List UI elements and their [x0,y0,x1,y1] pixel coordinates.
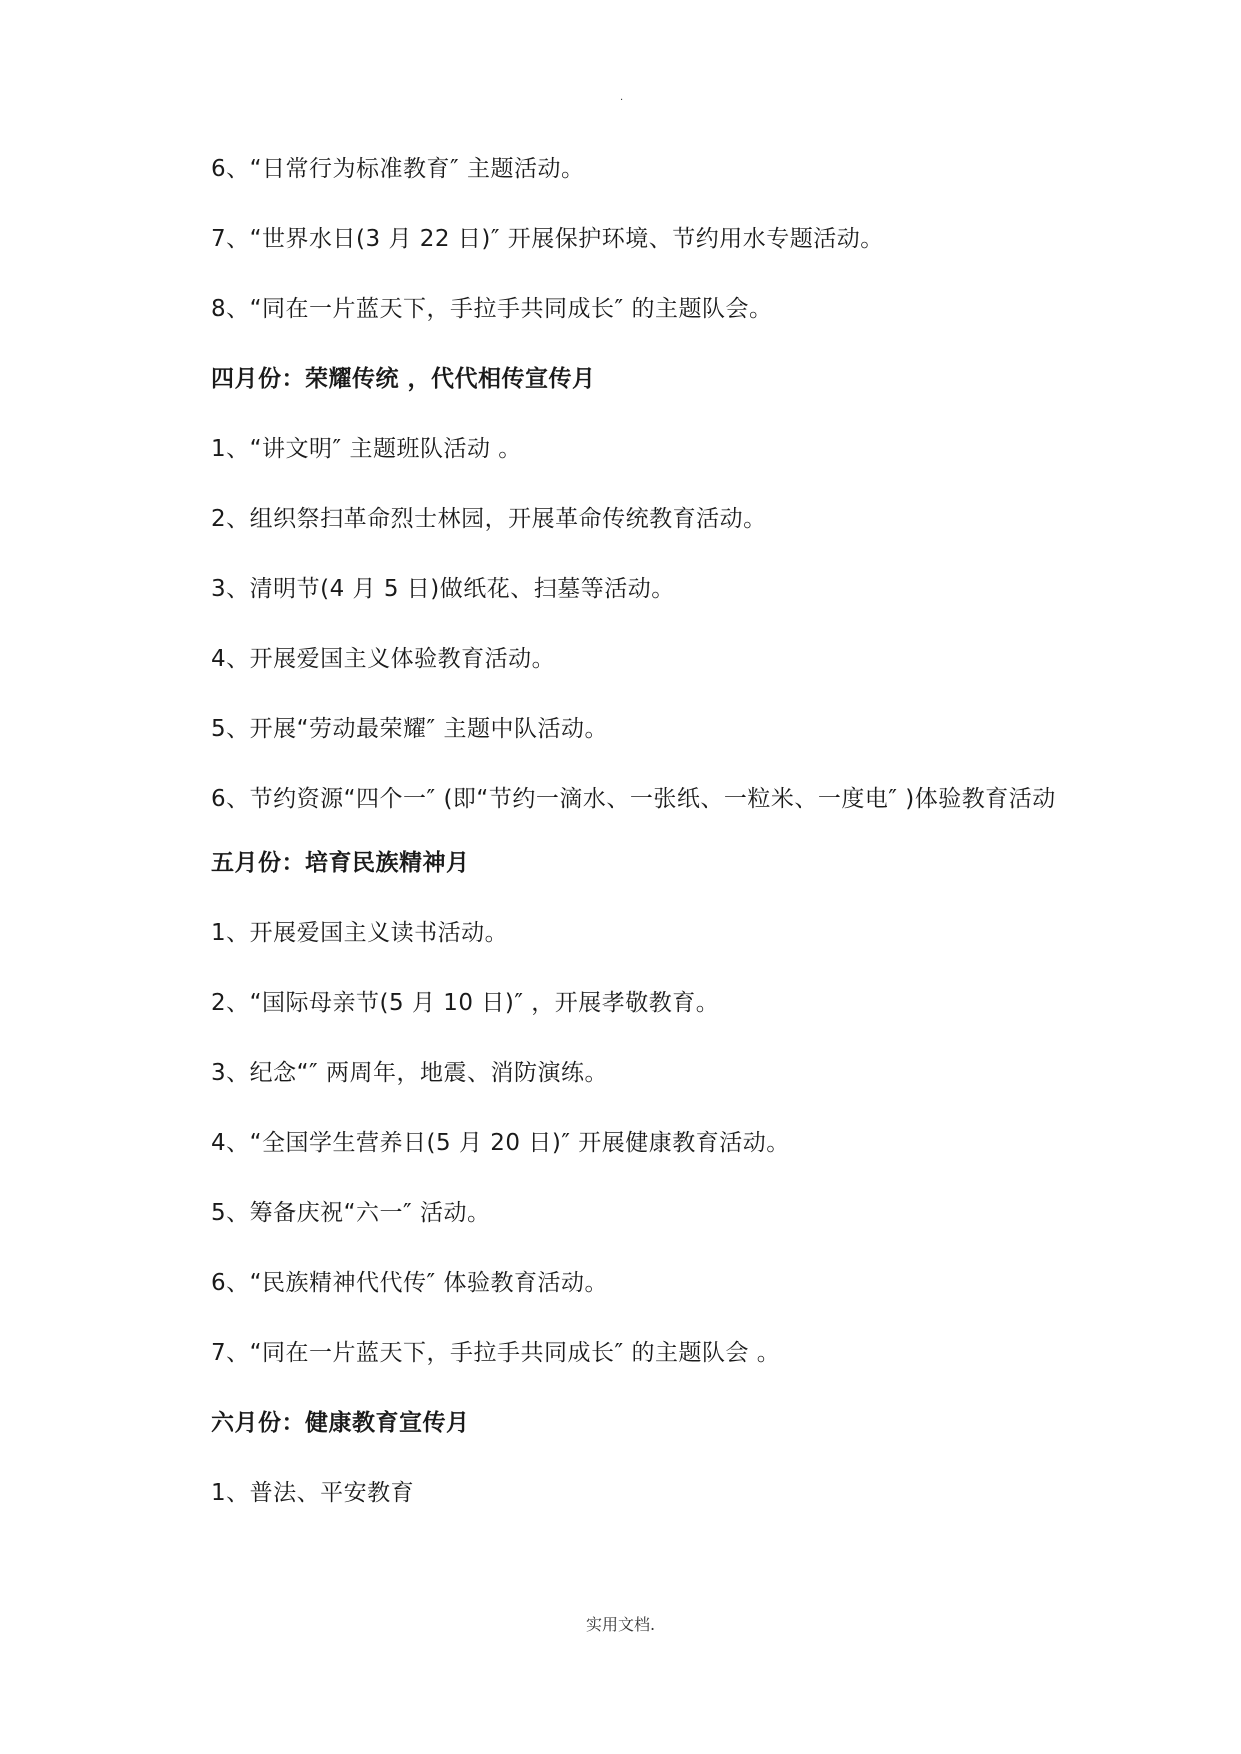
list-item: 3、纪念“″ 两周年，地震、消防演练。 [211,1060,608,1086]
list-item: 5、开展“劳动最荣耀″ 主题中队活动。 [211,716,608,742]
list-item: 6、“民族精神代代传″ 体验教育活动。 [211,1270,608,1296]
list-item: 6、“日常行为标准教育″ 主题活动。 [211,156,585,182]
list-item: 3、清明节(4 月 5 日)做纸花、扫墓等活动。 [211,576,675,602]
list-item: 2、组织祭扫革命烈士林园，开展革命传统教育活动。 [211,506,767,532]
section-heading-april: 四月份：荣耀传统 ，代代相传宣传月 [211,366,596,392]
list-item: 8、“同在一片蓝天下，手拉手共同成长″ 的主题队会。 [211,296,773,322]
list-item: 4、“全国学生营养日(5 月 20 日)″ 开展健康教育活动。 [211,1130,790,1156]
list-item: 5、筹备庆祝“六一″ 活动。 [211,1200,491,1226]
list-item: 7、“同在一片蓝天下，手拉手共同成长″ 的主题队会 。 [211,1340,781,1366]
document-body [211,152,1071,1546]
list-item-wrapped: 6、节约资源“四个一″ (即“节约一滴水、一张纸、一粒米、一度电″ )体验教育活动 [211,786,1056,812]
section-heading-may: 五月份：培育民族精神月 [211,850,470,876]
list-item: 1、“讲文明″ 主题班队活动 。 [211,436,522,462]
list-item: 1、开展爱国主义读书活动。 [211,920,509,946]
list-item: 1、普法、平安教育 [211,1480,415,1506]
list-item: 7、“世界水日(3 月 22 日)″ 开展保护环境、节约用水专题活动。 [211,226,884,252]
section-heading-june: 六月份：健康教育宣传月 [211,1410,470,1436]
list-item: 2、“国际母亲节(5 月 10 日)″ ，开展孝敬教育。 [211,990,720,1016]
page-footer: 实用文档. [585,1615,656,1634]
list-item: 4、开展爱国主义体验教育活动。 [211,646,556,672]
header-mark: . [620,92,624,103]
